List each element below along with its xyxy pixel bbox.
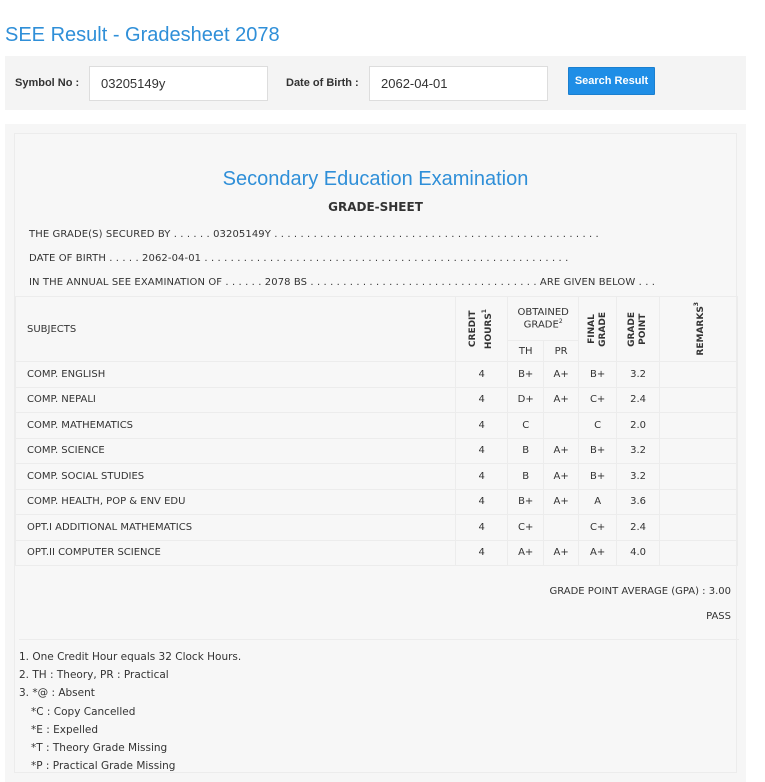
final-grade-cell: A [579,489,617,515]
result-status: PASS [706,611,731,622]
theory-grade-cell: A+ [508,540,544,566]
grade-point-cell: 3.2 [617,464,660,490]
table-row [16,489,738,515]
gradesheet-heading: GRADE-SHEET [328,200,423,214]
theory-grade-cell: D+ [508,387,544,413]
symbol-number-input[interactable] [89,66,268,101]
practical-grade-cell: A+ [544,489,579,515]
footnote: 3. *@ : Absent [19,687,95,700]
grade-point-cell: 2.4 [617,515,660,541]
remarks-cell [660,515,738,541]
theory-grade-cell: B+ [508,362,544,388]
final-grade-cell: C+ [579,515,617,541]
final-grade-cell: C+ [579,387,617,413]
remarks-cell [660,387,738,413]
credit-hours-cell: 4 [456,387,508,413]
exam-title: Secondary Education Examination [222,168,529,190]
remarks-cell [660,540,738,566]
credit-hours-cell: 4 [456,464,508,490]
practical-grade-cell: A+ [544,438,579,464]
table-row [16,515,738,541]
grade-point-cell: 2.4 [617,387,660,413]
table-row [16,413,738,439]
dob-label: Date of Birth : [286,77,359,89]
subjects-header: SUBJECTS [16,297,456,362]
grade-point-cell: 3.6 [617,489,660,515]
theory-grade-cell: B [508,464,544,490]
subject-cell: COMP. ENGLISH [16,362,456,388]
practical-grade-cell: A+ [544,362,579,388]
practical-grade-cell: A+ [544,540,579,566]
footnote: *P : Practical Grade Missing [31,760,176,773]
footnotes [19,639,739,775]
practical-grade-cell [544,413,579,439]
gpa-summary: GRADE POINT AVERAGE (GPA) : 3.00 [549,586,731,597]
table-row [16,438,738,464]
grade-point-header: GRADE POINT [617,297,660,362]
footnote: *T : Theory Grade Missing [31,741,168,754]
search-form [5,56,746,110]
page-title: SEE Result - Gradesheet 2078 [5,24,280,46]
obtained-grade-header: OBTAINED GRADE$^2$ [508,297,579,341]
footnote: *E : Expelled [31,723,99,736]
remarks-cell [660,413,738,439]
final-grade-cell: B+ [579,438,617,464]
subject-cell: COMP. NEPALI [16,387,456,413]
footnote: *C : Copy Cancelled [31,705,136,718]
credit-hours-cell: 4 [456,515,508,541]
table-row [16,362,738,388]
grade-table [15,296,738,566]
credit-hours-header: CREDIT HOURS$^1$ [456,297,508,362]
practical-header: PR [544,341,579,362]
credit-hours-cell: 4 [456,540,508,566]
grade-secured-line: THE GRADE(S) SECURED BY . . . . . . 03205149Y . . . . . . . . . . . . . . . . . . . . . . . . . . . . . . . . . . . . . . . . . . . . . . . . . . [29,229,599,240]
remarks-header: REMARKS$^3$ [660,297,738,362]
subject-cell: COMP. SCIENCE [16,438,456,464]
gradesheet-card [14,133,737,773]
grade-point-cell: 3.2 [617,438,660,464]
theory-grade-cell: B [508,438,544,464]
subject-cell: COMP. MATHEMATICS [16,413,456,439]
final-grade-cell: B+ [579,362,617,388]
footnote: 1. One Credit Hour equals 32 Clock Hours. [19,651,242,663]
footnote: 2. TH : Theory, PR : Practical [19,669,169,682]
remarks-cell [660,362,738,388]
symbol-label: Symbol No : [15,77,80,89]
remarks-cell [660,489,738,515]
subject-cell: OPT.I ADDITIONAL MATHEMATICS [16,515,456,541]
final-grade-cell: B+ [579,464,617,490]
remarks-cell [660,464,738,490]
table-row [16,464,738,490]
subject-cell: OPT.II COMPUTER SCIENCE [16,540,456,566]
theory-header: TH [508,341,544,362]
subject-cell: COMP. SOCIAL STUDIES [16,464,456,490]
credit-hours-cell: 4 [456,489,508,515]
table-row [16,387,738,413]
grade-point-cell: 3.2 [617,362,660,388]
gradesheet-panel [5,124,746,782]
grade-point-cell: 2.0 [617,413,660,439]
credit-hours-cell: 4 [456,362,508,388]
credit-hours-cell: 4 [456,413,508,439]
practical-grade-cell: A+ [544,464,579,490]
final-grade-cell: C [579,413,617,439]
theory-grade-cell: B+ [508,489,544,515]
final-grade-header: FINAL GRADE [579,297,617,362]
credit-hours-cell: 4 [456,438,508,464]
practical-grade-cell: A+ [544,387,579,413]
theory-grade-cell: C+ [508,515,544,541]
remarks-cell [660,438,738,464]
theory-grade-cell: C [508,413,544,439]
final-grade-cell: A+ [579,540,617,566]
date-of-birth-input[interactable] [369,66,548,101]
date-of-birth-line: DATE OF BIRTH . . . . . 2062-04-01 . . . . . . . . . . . . . . . . . . . . . . . . . . . . . . . . . . . . . . . . . . . . . . . . . . . . . . . . [29,253,569,264]
subject-cell: COMP. HEALTH, POP & ENV EDU [16,489,456,515]
search-result-button[interactable]: Search Result [568,67,655,95]
practical-grade-cell [544,515,579,541]
table-row [16,540,738,566]
examination-line: IN THE ANNUAL SEE EXAMINATION OF . . . . . . 2078 BS . . . . . . . . . . . . . . . . . . . . . . . . . . . . . . . . . . . ARE GIVEN BELOW . . . [29,277,656,288]
grade-point-cell: 4.0 [617,540,660,566]
